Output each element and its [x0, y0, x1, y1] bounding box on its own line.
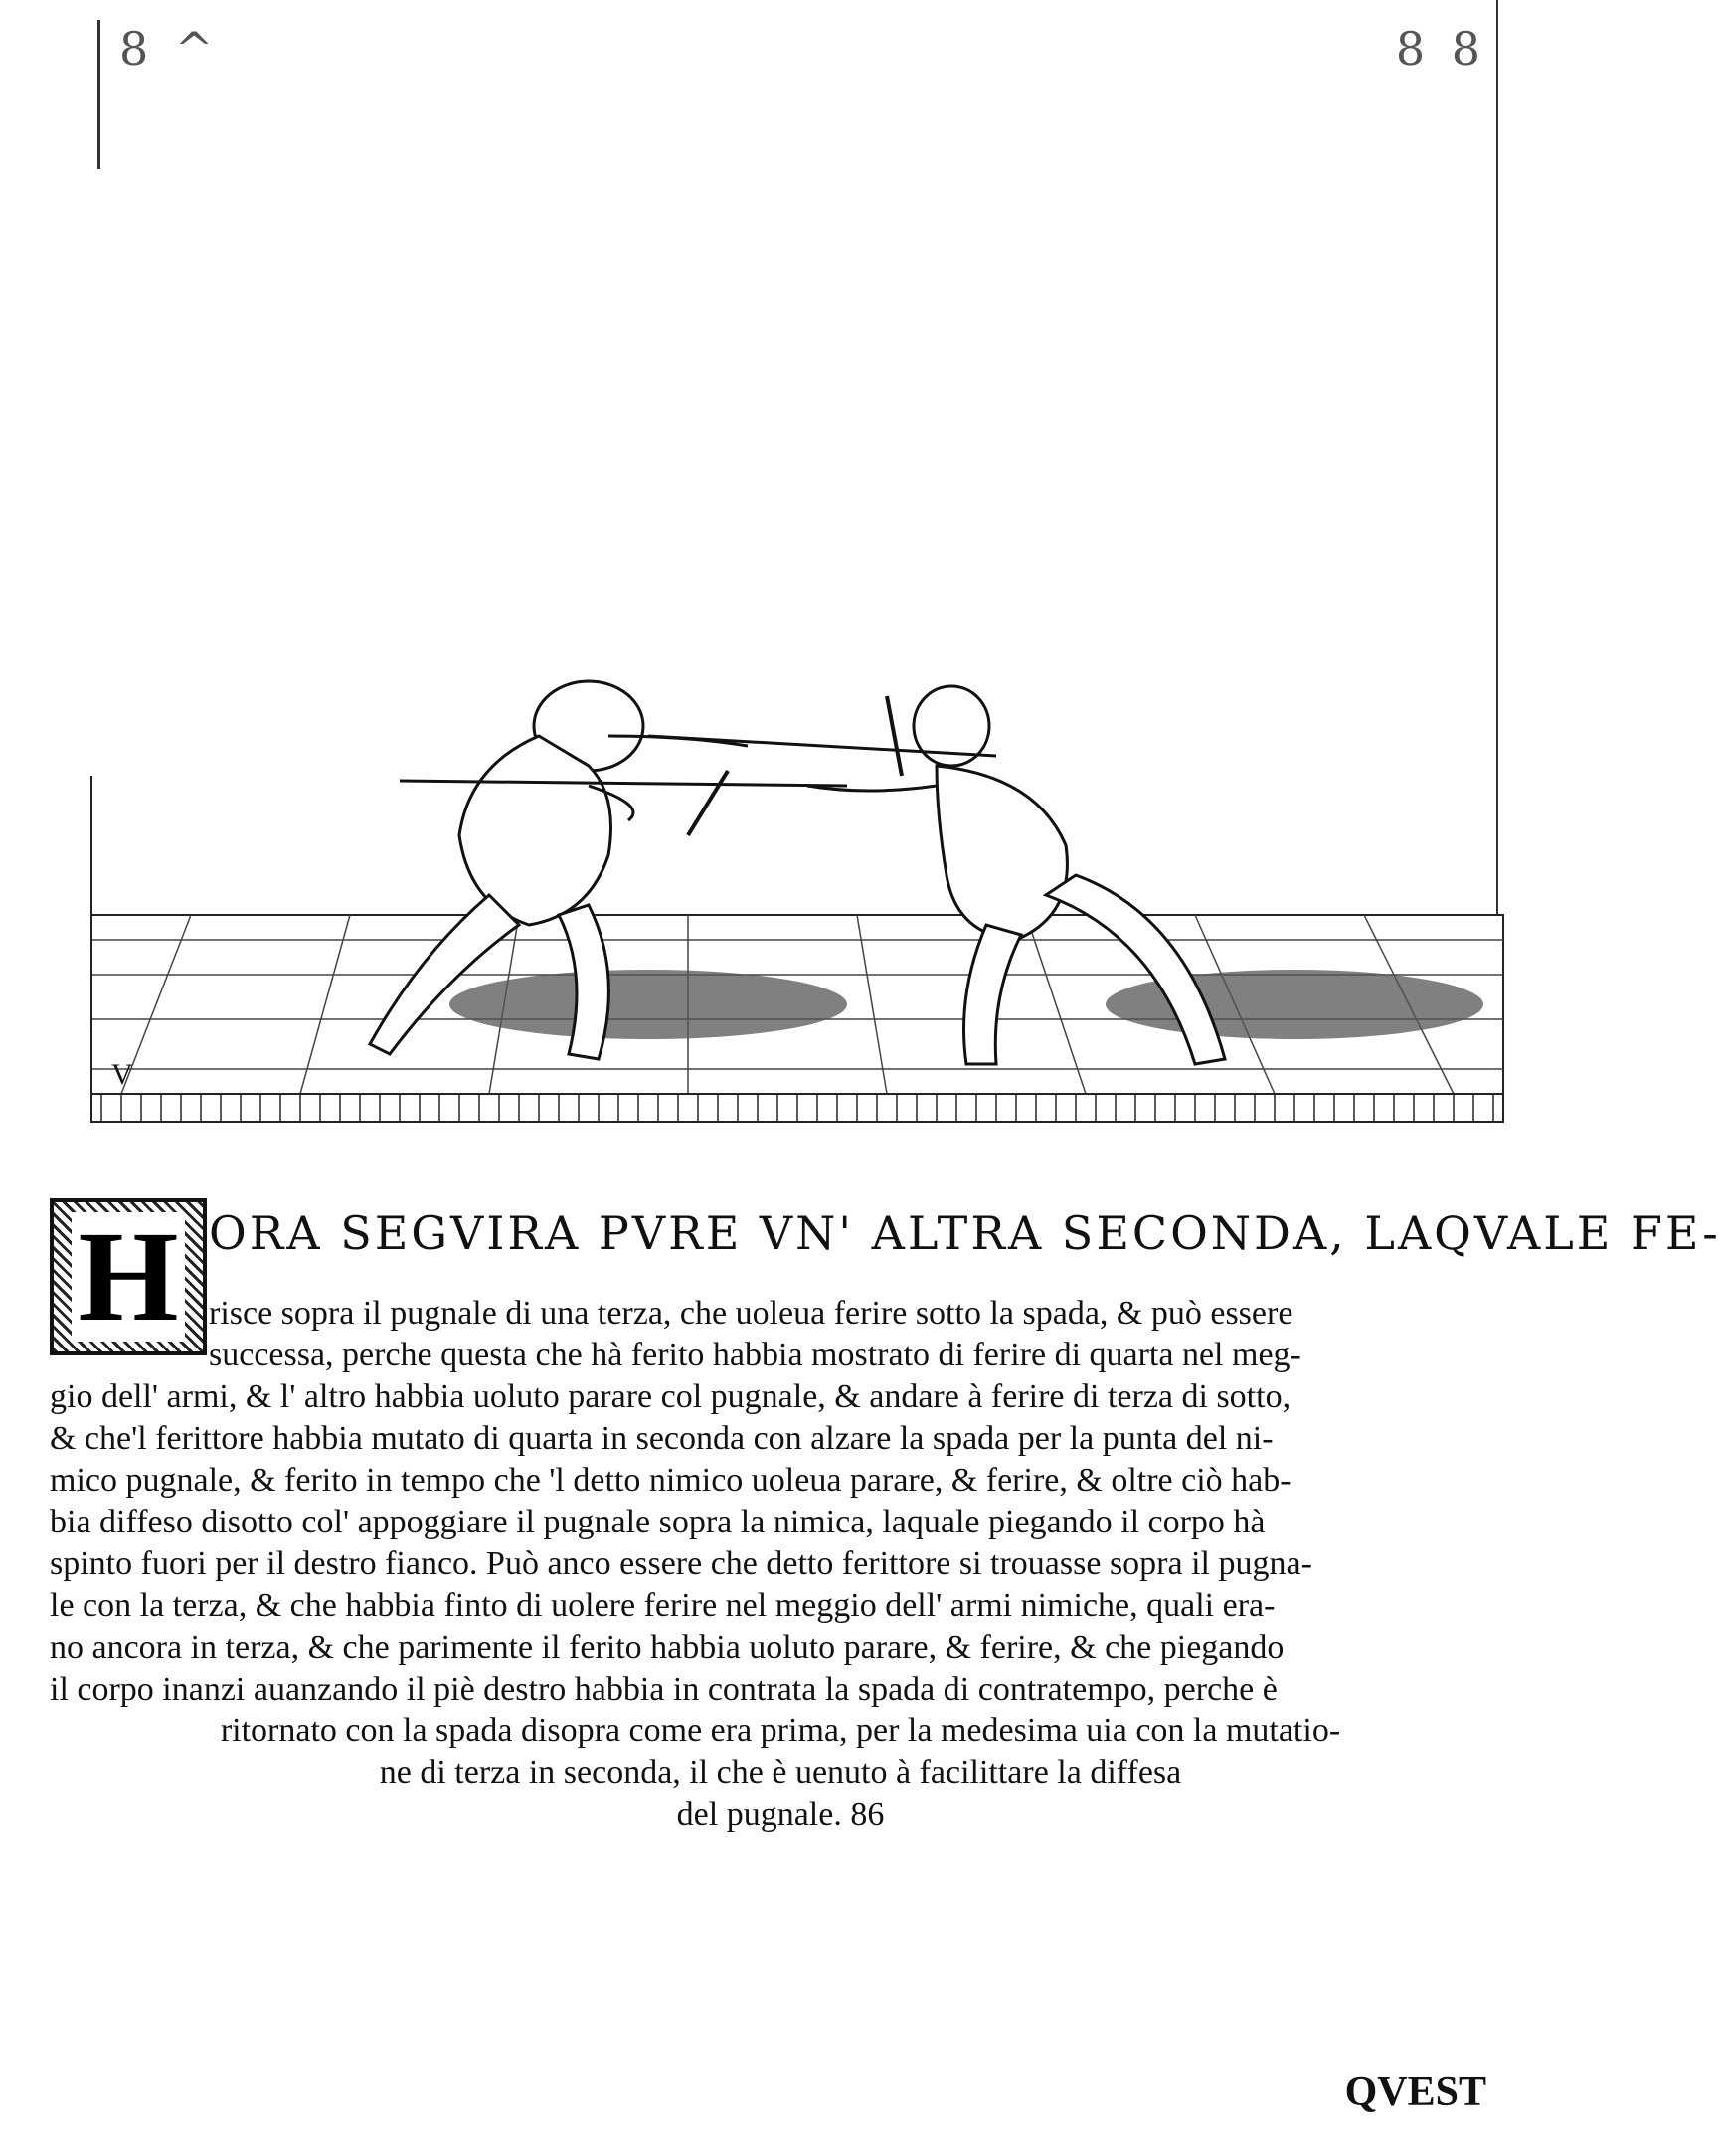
text-line: spinto fuori per il destro fianco. Può anco essere che detto ferittore si trouasse sopra il pugna-	[50, 1545, 1312, 1582]
text-line: no ancora in terza, & che parimente il ferito habbia uoluto parare, & ferire, & che piegando	[50, 1629, 1285, 1666]
sword-left	[400, 781, 847, 786]
fencing-illustration	[91, 676, 1503, 1144]
caps-line: ORA SEGVIRA PVRE VN' ALTRA SECONDA, LAQVALE FE-	[209, 1206, 1721, 1260]
folio-right: 8 8	[1395, 22, 1486, 76]
dagger-right	[887, 696, 902, 776]
text-line: & che'l ferittore habbia mutato di quarta in seconda con alzare la spada per la punta del ni-	[50, 1420, 1274, 1457]
engraved-plate	[91, 676, 1503, 1144]
text-line: mico pugnale, & ferito in tempo che 'l detto nimico uoleua parare, & ferire, & oltre ciò hab-	[50, 1462, 1291, 1499]
margin-rule-left	[97, 20, 100, 169]
text-line-centered: del pugnale. 86	[676, 1796, 885, 1833]
text-line: bia diffeso disotto col' appoggiare il pugnale sopra la nimica, laquale piegando il corpo hà	[50, 1504, 1266, 1540]
text-line: il corpo inanzi auanzando il piè destro habbia in contrata la spada di contratempo, perche è	[50, 1671, 1278, 1707]
text-line: gio dell' armi, & l' altro habbia uoluto parare col pugnale, & andare à ferire di terza di sotto,	[50, 1378, 1291, 1415]
text-line: successa, perche questa che hà ferito habbia mostrato di ferire di quarta nel meg-	[209, 1337, 1301, 1373]
folio-left: 8 ^	[119, 22, 220, 76]
text-line: risce sopra il pugnale di una terza, che uoleua ferire sotto la spada, & può essere	[209, 1295, 1293, 1332]
body-text	[50, 1198, 1721, 1836]
engraver-mark: V	[111, 1058, 133, 1091]
dagger-left	[688, 771, 728, 835]
text-line: le con la terza, & che habbia finto di uolere ferire nel meggio dell' armi nimiche, quali era-	[50, 1587, 1276, 1624]
text-line-centered: ritornato con la spada disopra come era prima, per la medesima uia con la mutatio-	[220, 1712, 1341, 1749]
catchword: QVEST	[1344, 2069, 1486, 2115]
decorated-initial: H	[50, 1198, 207, 1355]
text-line-centered: ne di terza in seconda, il che è uenuto à facilittare la diffesa	[379, 1754, 1182, 1791]
